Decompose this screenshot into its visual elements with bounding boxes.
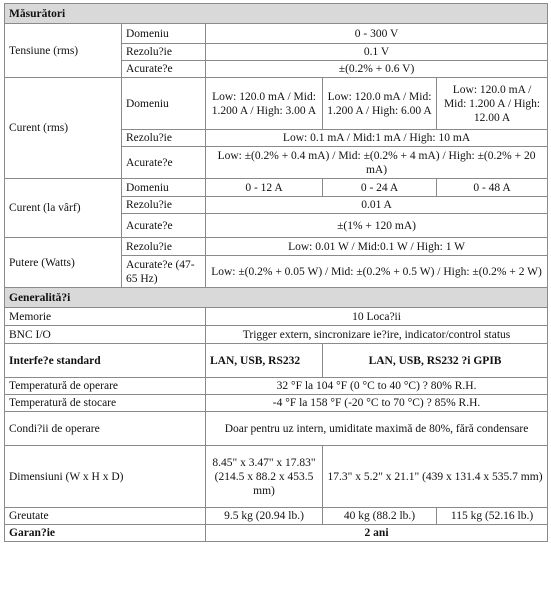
dimensions-label: Dimensiuni (W x H x D) — [5, 446, 206, 508]
interfaces-value-1: LAN, USB, RS232 — [206, 344, 323, 378]
current-rms-resolution-label: Rezolu?ie — [122, 130, 206, 147]
voltage-resolution-value: 0.1 V — [206, 44, 548, 61]
voltage-resolution-label: Rezolu?ie — [122, 44, 206, 61]
current-rms-accuracy-value: Low: ±(0.2% + 0.4 mA) / Mid: ±(0.2% + 4 mA) / High: ±(0.2% + 20 mA) — [206, 147, 548, 179]
power-resolution-label: Rezolu?ie — [122, 238, 206, 256]
current-rms-range-label: Domeniu — [122, 78, 206, 130]
warranty-value: 2 ani — [206, 525, 548, 542]
memory-value: 10 Loca?ii — [206, 308, 548, 326]
bnc-value: Trigger extern, sincronizare ie?ire, indicator/control status — [206, 326, 548, 344]
power-label: Putere (Watts) — [5, 238, 122, 288]
table-row — [5, 179, 548, 197]
section-title-general: Generalită?i — [5, 288, 548, 308]
current-peak-accuracy-label: Acurate?e — [122, 214, 206, 238]
operating-conditions-value: Doar pentru uz intern, umiditate maximă de 80%, fără condensare — [206, 412, 548, 446]
voltage-accuracy-label: Acurate?e — [122, 61, 206, 78]
dimensions-value-2: 17.3" x 5.2" x 21.1" (439 x 131.4 x 535.7 mm) — [323, 446, 548, 508]
current-rms-label: Curent (rms) — [5, 78, 122, 179]
interfaces-value-2: LAN, USB, RS232 ?i GPIB — [323, 344, 548, 378]
current-peak-range-label: Domeniu — [122, 179, 206, 197]
voltage-label: Tensiune (rms) — [5, 24, 122, 78]
current-peak-accuracy-value: ±(1% + 120 mA) — [206, 214, 548, 238]
voltage-accuracy-value: ±(0.2% + 0.6 V) — [206, 61, 548, 78]
table-row — [5, 344, 548, 378]
section-header-measurements — [5, 4, 548, 24]
bnc-label: BNC I/O — [5, 326, 206, 344]
weight-label: Greutate — [5, 508, 206, 525]
table-row — [5, 24, 548, 44]
voltage-range-label: Domeniu — [122, 24, 206, 44]
voltage-range-value: 0 - 300 V — [206, 24, 548, 44]
current-peak-resolution-value: 0.01 A — [206, 197, 548, 214]
current-peak-resolution-label: Rezolu?ie — [122, 197, 206, 214]
power-resolution-value: Low: 0.01 W / Mid:0.1 W / High: 1 W — [206, 238, 548, 256]
section-title-measurements: Măsurători — [5, 4, 548, 24]
current-peak-range-3: 0 - 48 A — [437, 179, 548, 197]
memory-label: Memorie — [5, 308, 206, 326]
storage-temp-label: Temperatură de stocare — [5, 395, 206, 412]
current-rms-resolution-value: Low: 0.1 mA / Mid:1 mA / High: 10 mA — [206, 130, 548, 147]
table-row — [5, 395, 548, 412]
table-row — [5, 378, 548, 395]
specifications-table — [4, 3, 548, 542]
current-peak-range-2: 0 - 24 A — [323, 179, 437, 197]
power-accuracy-value: Low: ±(0.2% + 0.05 W) / Mid: ±(0.2% + 0.5 W) / High: ±(0.2% + 2 W) — [206, 256, 548, 288]
operating-temp-value: 32 °F la 104 °F (0 °C to 40 °C) ? 80% R.H. — [206, 378, 548, 395]
current-peak-range-1: 0 - 12 A — [206, 179, 323, 197]
interfaces-label: Interfe?e standard — [5, 344, 206, 378]
weight-value-1: 9.5 kg (20.94 lb.) — [206, 508, 323, 525]
table-row — [5, 238, 548, 256]
table-row — [5, 412, 548, 446]
weight-value-2: 40 kg (88.2 lb.) — [323, 508, 437, 525]
current-rms-range-2: Low: 120.0 mA / Mid: 1.200 A / High: 6.00 A — [323, 78, 437, 130]
table-row — [5, 508, 548, 525]
table-row — [5, 326, 548, 344]
table-row — [5, 78, 548, 130]
operating-temp-label: Temperatură de operare — [5, 378, 206, 395]
weight-value-3: 115 kg (52.16 lb.) — [437, 508, 548, 525]
table-row — [5, 525, 548, 542]
table-row — [5, 446, 548, 508]
current-rms-range-3: Low: 120.0 mA / Mid: 1.200 A / High: 12.00 A — [437, 78, 548, 130]
operating-conditions-label: Condi?ii de operare — [5, 412, 206, 446]
table-row — [5, 308, 548, 326]
power-accuracy-label: Acurate?e (47-65 Hz) — [122, 256, 206, 288]
current-rms-range-1: Low: 120.0 mA / Mid: 1.200 A / High: 3.00 A — [206, 78, 323, 130]
current-peak-label: Curent (la vârf) — [5, 179, 122, 238]
current-rms-accuracy-label: Acurate?e — [122, 147, 206, 179]
section-header-general — [5, 288, 548, 308]
dimensions-value-1: 8.45" x 3.47" x 17.83" (214.5 x 88.2 x 453.5 mm) — [206, 446, 323, 508]
storage-temp-value: -4 °F la 158 °F (-20 °C to 70 °C) ? 85% R.H. — [206, 395, 548, 412]
warranty-label: Garan?ie — [5, 525, 206, 542]
